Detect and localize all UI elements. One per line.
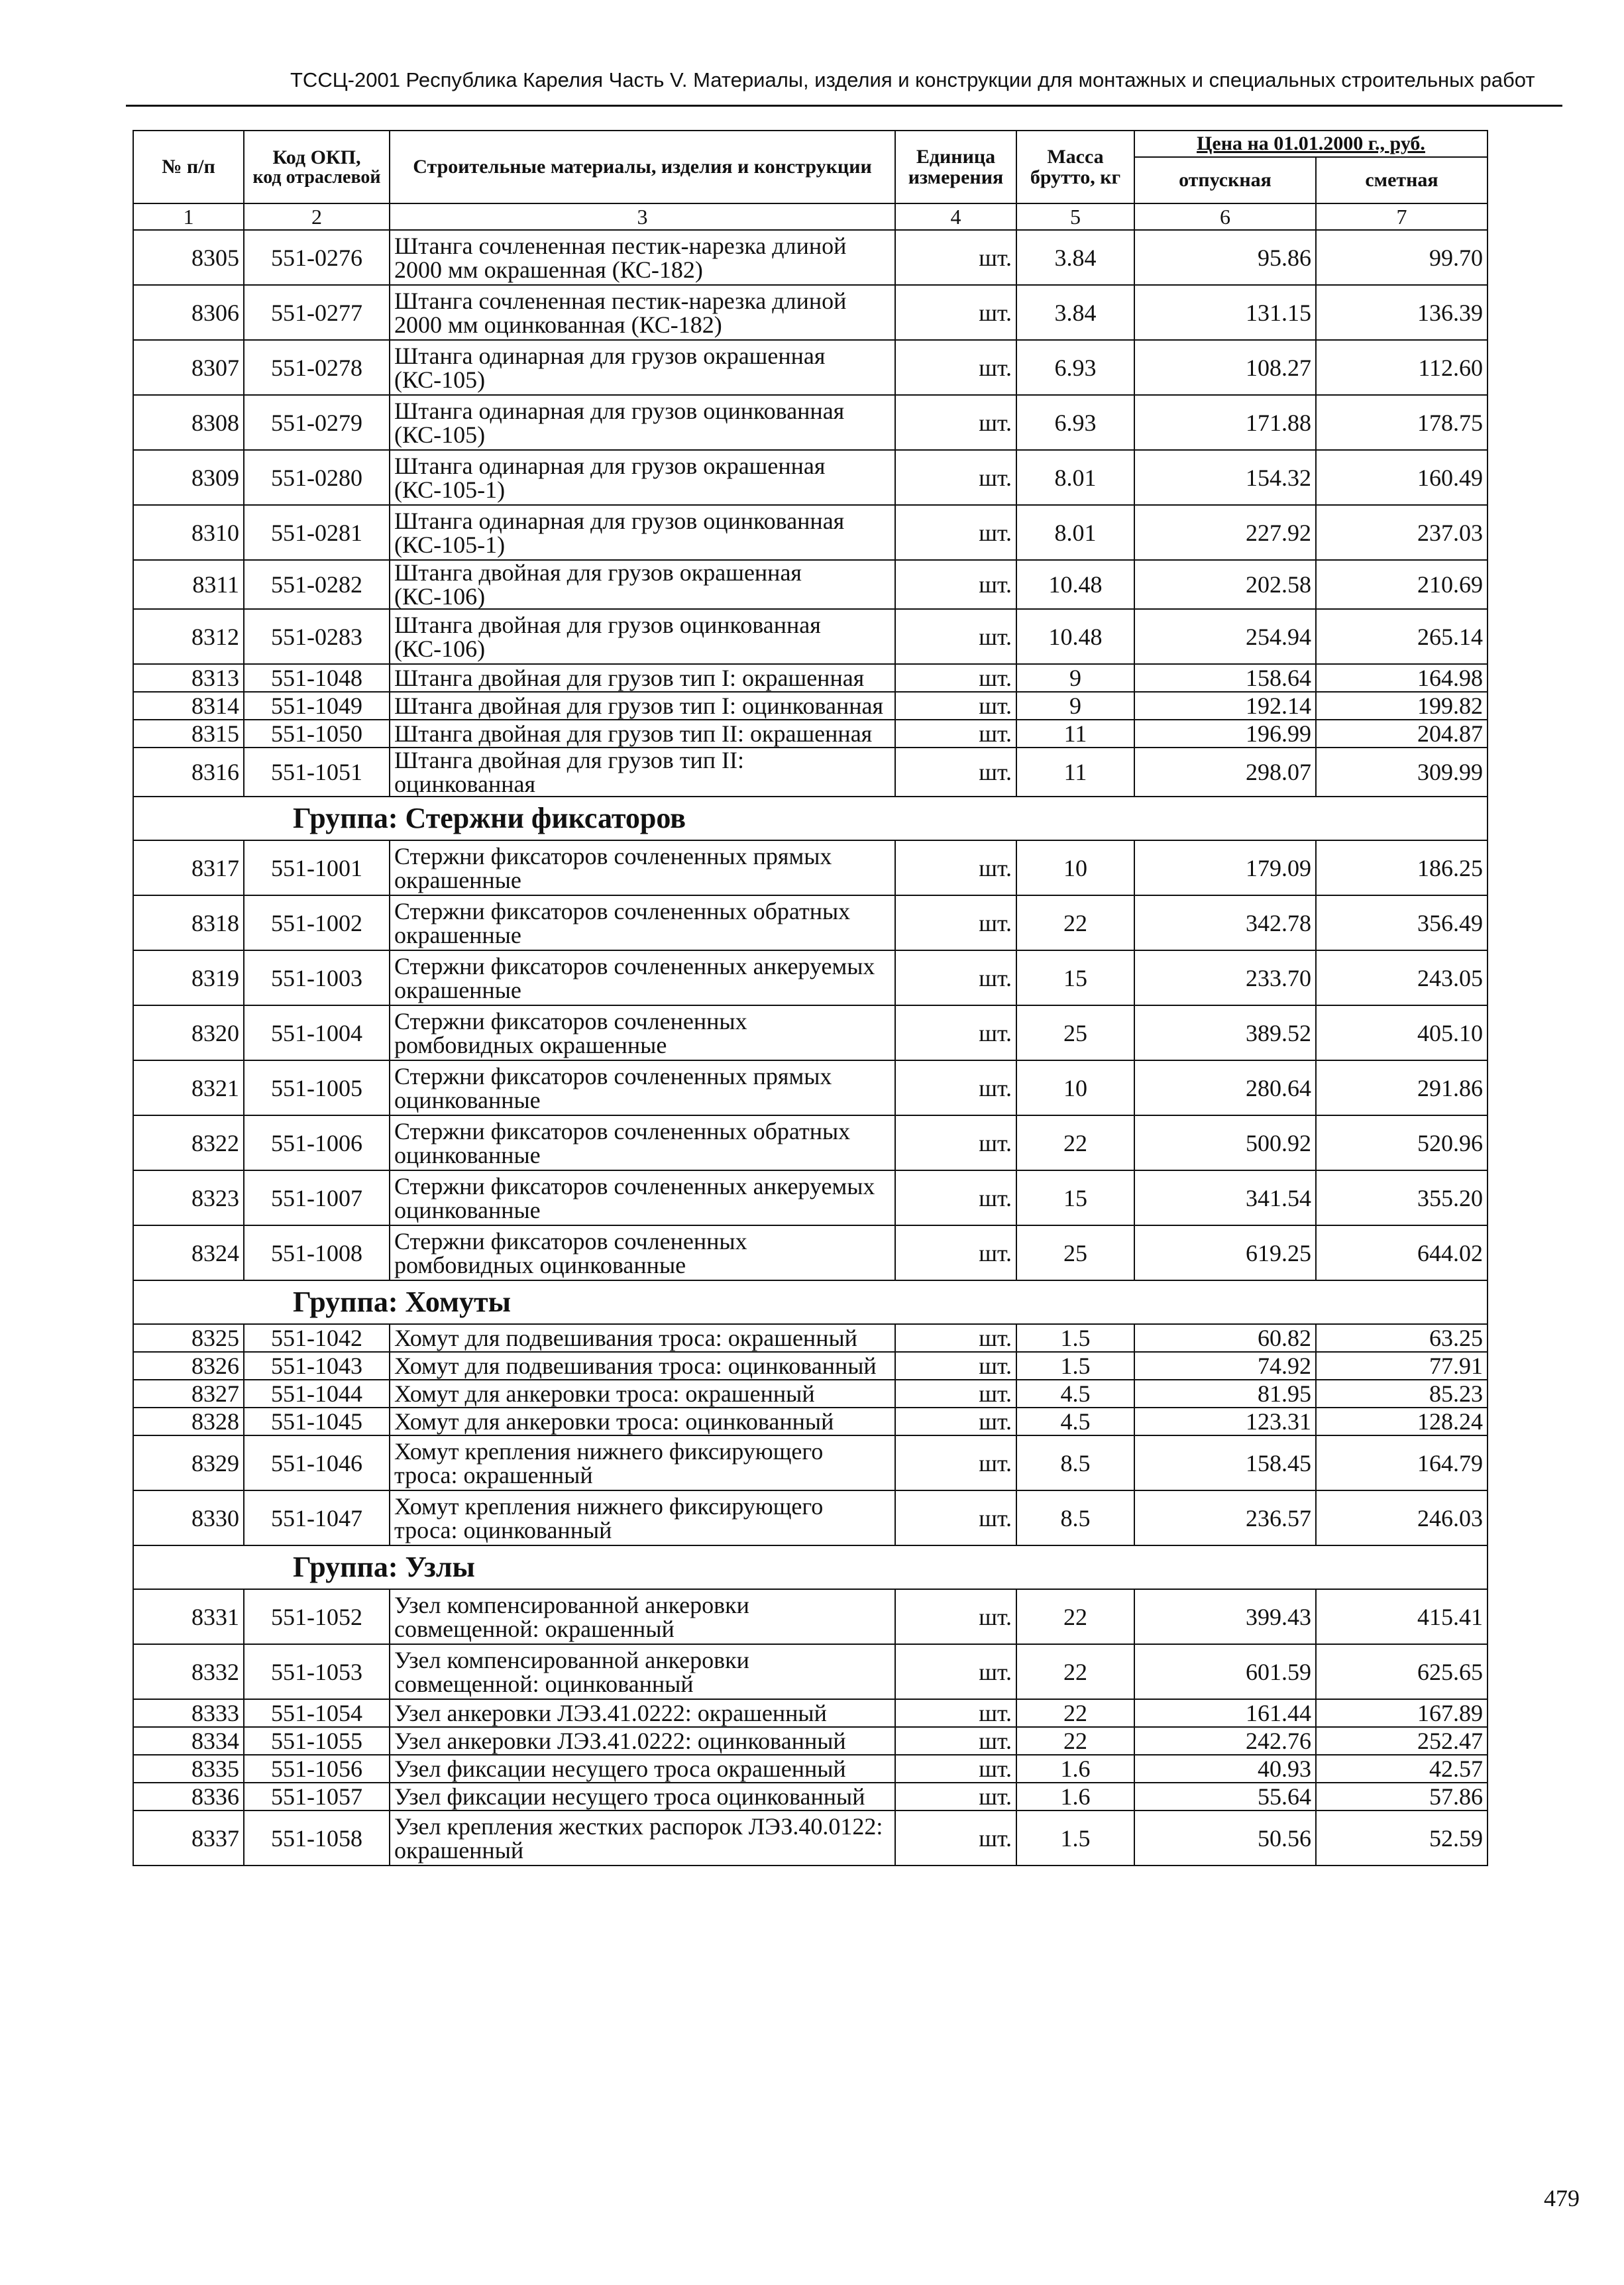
table-row xyxy=(133,692,1488,720)
row-unit: шт. xyxy=(895,1352,1016,1380)
row-code: 551-1045 xyxy=(244,1408,390,1435)
column-index: 3 xyxy=(390,203,895,230)
row-mass: 3.84 xyxy=(1016,230,1134,285)
table-row xyxy=(133,1811,1488,1866)
row-price-estimate: 112.60 xyxy=(1316,340,1488,395)
row-mass: 1.6 xyxy=(1016,1755,1134,1783)
row-unit: шт. xyxy=(895,395,1016,450)
row-mass: 25 xyxy=(1016,1225,1134,1280)
row-price-release: 158.64 xyxy=(1134,664,1316,692)
row-price-release: 60.82 xyxy=(1134,1324,1316,1352)
row-price-release: 280.64 xyxy=(1134,1060,1316,1115)
row-number: 8316 xyxy=(133,748,244,797)
row-price-release: 254.94 xyxy=(1134,609,1316,664)
row-number: 8317 xyxy=(133,840,244,895)
table-row xyxy=(133,1589,1488,1644)
group-title: Группа: Стержни фиксаторов xyxy=(133,797,1488,840)
table-row xyxy=(133,1115,1488,1170)
table-row xyxy=(133,1380,1488,1408)
row-number: 8308 xyxy=(133,395,244,450)
row-unit: шт. xyxy=(895,1170,1016,1225)
row-price-estimate: 204.87 xyxy=(1316,720,1488,748)
table-row xyxy=(133,1324,1488,1352)
row-name: Стержни фиксаторов сочлененных анкеруемых оцинкованные xyxy=(390,1170,895,1225)
row-price-estimate: 85.23 xyxy=(1316,1380,1488,1408)
row-number: 8327 xyxy=(133,1380,244,1408)
row-mass: 8.5 xyxy=(1016,1435,1134,1490)
row-mass: 6.93 xyxy=(1016,340,1134,395)
row-mass: 1.5 xyxy=(1016,1324,1134,1352)
row-code: 551-1004 xyxy=(244,1005,390,1060)
table-row xyxy=(133,1755,1488,1783)
row-name: Штанга двойная для грузов тип I: оцинкованная xyxy=(390,692,895,720)
row-unit: шт. xyxy=(895,895,1016,950)
row-mass: 10 xyxy=(1016,1060,1134,1115)
table-row xyxy=(133,285,1488,340)
row-name: Штанга двойная для грузов тип I: окрашенная xyxy=(390,664,895,692)
row-mass: 22 xyxy=(1016,1699,1134,1727)
row-price-release: 341.54 xyxy=(1134,1170,1316,1225)
row-name: Стержни фиксаторов сочлененных прямых оцинкованные xyxy=(390,1060,895,1115)
row-price-release: 179.09 xyxy=(1134,840,1316,895)
row-code: 551-1043 xyxy=(244,1352,390,1380)
row-code: 551-1002 xyxy=(244,895,390,950)
row-mass: 1.5 xyxy=(1016,1352,1134,1380)
row-price-estimate: 265.14 xyxy=(1316,609,1488,664)
table-row xyxy=(133,450,1488,505)
column-index: 4 xyxy=(895,203,1016,230)
row-unit: шт. xyxy=(895,285,1016,340)
table-row xyxy=(133,1699,1488,1727)
row-code: 551-0282 xyxy=(244,560,390,609)
row-number: 8325 xyxy=(133,1324,244,1352)
row-unit: шт. xyxy=(895,1380,1016,1408)
group-row xyxy=(133,1280,1488,1324)
row-price-release: 236.57 xyxy=(1134,1490,1316,1545)
row-price-release: 233.70 xyxy=(1134,950,1316,1005)
col-header-name: Строительные материалы, изделия и конструкции xyxy=(390,131,895,203)
row-number: 8335 xyxy=(133,1755,244,1783)
row-price-release: 158.45 xyxy=(1134,1435,1316,1490)
row-price-release: 619.25 xyxy=(1134,1225,1316,1280)
table-row xyxy=(133,895,1488,950)
row-mass: 22 xyxy=(1016,1589,1134,1644)
price-table xyxy=(133,130,1488,1866)
row-unit: шт. xyxy=(895,748,1016,797)
header-rule xyxy=(126,105,1562,107)
column-index: 6 xyxy=(1134,203,1316,230)
row-unit: шт. xyxy=(895,340,1016,395)
row-name: Хомут для подвешивания троса: окрашенный xyxy=(390,1324,895,1352)
row-name: Хомут крепления нижнего фиксирующего троса: оцинкованный xyxy=(390,1490,895,1545)
row-mass: 9 xyxy=(1016,692,1134,720)
row-price-release: 500.92 xyxy=(1134,1115,1316,1170)
row-unit: шт. xyxy=(895,1699,1016,1727)
row-unit: шт. xyxy=(895,664,1016,692)
row-price-estimate: 356.49 xyxy=(1316,895,1488,950)
row-price-release: 342.78 xyxy=(1134,895,1316,950)
row-mass: 3.84 xyxy=(1016,285,1134,340)
row-mass: 6.93 xyxy=(1016,395,1134,450)
column-index: 1 xyxy=(133,203,244,230)
row-number: 8331 xyxy=(133,1589,244,1644)
row-name: Штанга сочлененная пестик-нарезка длиной 2000 мм окрашенная (КС-182) xyxy=(390,230,895,285)
row-price-estimate: 199.82 xyxy=(1316,692,1488,720)
row-code: 551-1042 xyxy=(244,1324,390,1352)
row-unit: шт. xyxy=(895,692,1016,720)
table-body xyxy=(133,203,1488,1866)
row-unit: шт. xyxy=(895,609,1016,664)
row-price-estimate: 99.70 xyxy=(1316,230,1488,285)
table-row xyxy=(133,1225,1488,1280)
row-code: 551-1046 xyxy=(244,1435,390,1490)
row-mass: 22 xyxy=(1016,1115,1134,1170)
row-price-release: 601.59 xyxy=(1134,1644,1316,1699)
row-mass: 11 xyxy=(1016,720,1134,748)
row-price-release: 389.52 xyxy=(1134,1005,1316,1060)
row-number: 8329 xyxy=(133,1435,244,1490)
row-number: 8312 xyxy=(133,609,244,664)
row-name: Стержни фиксаторов сочлененных прямых окрашенные xyxy=(390,840,895,895)
row-number: 8310 xyxy=(133,505,244,560)
row-code: 551-0281 xyxy=(244,505,390,560)
row-mass: 10.48 xyxy=(1016,609,1134,664)
row-price-release: 50.56 xyxy=(1134,1811,1316,1866)
row-name: Узел фиксации несущего троса оцинкованный xyxy=(390,1783,895,1811)
row-code: 551-0278 xyxy=(244,340,390,395)
row-code: 551-1003 xyxy=(244,950,390,1005)
row-code: 551-0277 xyxy=(244,285,390,340)
row-name: Штанга сочлененная пестик-нарезка длиной 2000 мм оцинкованная (КС-182) xyxy=(390,285,895,340)
row-code: 551-1008 xyxy=(244,1225,390,1280)
row-name: Стержни фиксаторов сочлененных обратных оцинкованные xyxy=(390,1115,895,1170)
row-price-release: 196.99 xyxy=(1134,720,1316,748)
row-name: Хомут для подвешивания троса: оцинкованный xyxy=(390,1352,895,1380)
table-row xyxy=(133,1408,1488,1435)
row-unit: шт. xyxy=(895,1005,1016,1060)
row-number: 8323 xyxy=(133,1170,244,1225)
row-name: Узел компенсированной анкеровки совмещенной: окрашенный xyxy=(390,1589,895,1644)
row-price-release: 74.92 xyxy=(1134,1352,1316,1380)
column-index: 2 xyxy=(244,203,390,230)
row-price-estimate: 178.75 xyxy=(1316,395,1488,450)
row-price-estimate: 160.49 xyxy=(1316,450,1488,505)
row-price-estimate: 246.03 xyxy=(1316,1490,1488,1545)
col-header-unit: Единица измерения xyxy=(895,131,1016,203)
row-name: Хомут для анкеровки троса: окрашенный xyxy=(390,1380,895,1408)
row-price-release: 298.07 xyxy=(1134,748,1316,797)
table-row xyxy=(133,950,1488,1005)
row-mass: 8.01 xyxy=(1016,450,1134,505)
row-unit: шт. xyxy=(895,1811,1016,1866)
row-unit: шт. xyxy=(895,1324,1016,1352)
row-code: 551-1051 xyxy=(244,748,390,797)
row-code: 551-1054 xyxy=(244,1699,390,1727)
row-unit: шт. xyxy=(895,1435,1016,1490)
col-header-price-estimate: сметная xyxy=(1316,157,1488,203)
row-price-estimate: 405.10 xyxy=(1316,1005,1488,1060)
row-number: 8333 xyxy=(133,1699,244,1727)
row-price-estimate: 128.24 xyxy=(1316,1408,1488,1435)
row-code: 551-1001 xyxy=(244,840,390,895)
row-price-release: 154.32 xyxy=(1134,450,1316,505)
row-price-estimate: 52.59 xyxy=(1316,1811,1488,1866)
row-number: 8306 xyxy=(133,285,244,340)
row-number: 8336 xyxy=(133,1783,244,1811)
row-price-release: 227.92 xyxy=(1134,505,1316,560)
row-mass: 1.6 xyxy=(1016,1783,1134,1811)
row-price-estimate: 291.86 xyxy=(1316,1060,1488,1115)
row-mass: 8.5 xyxy=(1016,1490,1134,1545)
row-code: 551-1044 xyxy=(244,1380,390,1408)
row-mass: 22 xyxy=(1016,1644,1134,1699)
row-unit: шт. xyxy=(895,1060,1016,1115)
row-price-estimate: 210.69 xyxy=(1316,560,1488,609)
row-name: Стержни фиксаторов сочлененных ромбовидных оцинкованные xyxy=(390,1225,895,1280)
col-header-mass: Масса брутто, кг xyxy=(1016,131,1134,203)
row-mass: 4.5 xyxy=(1016,1380,1134,1408)
row-name: Узел фиксации несущего троса окрашенный xyxy=(390,1755,895,1783)
row-price-release: 192.14 xyxy=(1134,692,1316,720)
row-mass: 22 xyxy=(1016,1727,1134,1755)
row-price-release: 95.86 xyxy=(1134,230,1316,285)
row-name: Стержни фиксаторов сочлененных анкеруемых окрашенные xyxy=(390,950,895,1005)
row-number: 8332 xyxy=(133,1644,244,1699)
row-mass: 25 xyxy=(1016,1005,1134,1060)
row-price-release: 108.27 xyxy=(1134,340,1316,395)
row-unit: шт. xyxy=(895,230,1016,285)
row-mass: 4.5 xyxy=(1016,1408,1134,1435)
row-number: 8311 xyxy=(133,560,244,609)
row-code: 551-1053 xyxy=(244,1644,390,1699)
row-price-estimate: 309.99 xyxy=(1316,748,1488,797)
table-row xyxy=(133,1435,1488,1490)
row-number: 8326 xyxy=(133,1352,244,1380)
row-price-release: 55.64 xyxy=(1134,1783,1316,1811)
row-unit: шт. xyxy=(895,505,1016,560)
row-name: Узел анкеровки ЛЭЗ.41.0222: оцинкованный xyxy=(390,1727,895,1755)
row-name: Штанга двойная для грузов окрашенная (КС-106) xyxy=(390,560,895,609)
row-code: 551-1005 xyxy=(244,1060,390,1115)
row-unit: шт. xyxy=(895,1115,1016,1170)
row-number: 8334 xyxy=(133,1727,244,1755)
row-price-release: 123.31 xyxy=(1134,1408,1316,1435)
row-code: 551-1058 xyxy=(244,1811,390,1866)
column-index-row xyxy=(133,203,1488,230)
table-row xyxy=(133,1490,1488,1545)
row-name: Штанга одинарная для грузов окрашенная (КС-105) xyxy=(390,340,895,395)
row-name: Хомут крепления нижнего фиксирующего троса: окрашенный xyxy=(390,1435,895,1490)
row-name: Узел компенсированной анкеровки совмещенной: оцинкованный xyxy=(390,1644,895,1699)
row-price-release: 161.44 xyxy=(1134,1699,1316,1727)
row-number: 8321 xyxy=(133,1060,244,1115)
row-code: 551-1049 xyxy=(244,692,390,720)
row-code: 551-1055 xyxy=(244,1727,390,1755)
row-price-estimate: 164.98 xyxy=(1316,664,1488,692)
row-price-estimate: 355.20 xyxy=(1316,1170,1488,1225)
row-number: 8337 xyxy=(133,1811,244,1866)
table-row xyxy=(133,395,1488,450)
table-row xyxy=(133,1005,1488,1060)
row-price-release: 202.58 xyxy=(1134,560,1316,609)
row-number: 8318 xyxy=(133,895,244,950)
row-code: 551-0283 xyxy=(244,609,390,664)
table-row xyxy=(133,230,1488,285)
col-header-code-okp: Код ОКП, xyxy=(272,146,361,168)
row-number: 8314 xyxy=(133,692,244,720)
group-title: Группа: Хомуты xyxy=(133,1280,1488,1324)
row-price-estimate: 415.41 xyxy=(1316,1589,1488,1644)
row-code: 551-1057 xyxy=(244,1783,390,1811)
row-code: 551-1047 xyxy=(244,1490,390,1545)
row-number: 8305 xyxy=(133,230,244,285)
row-price-release: 81.95 xyxy=(1134,1380,1316,1408)
table-row xyxy=(133,720,1488,748)
row-name: Штанга двойная для грузов оцинкованная (КС-106) xyxy=(390,609,895,664)
table-row xyxy=(133,560,1488,609)
row-number: 8322 xyxy=(133,1115,244,1170)
row-number: 8324 xyxy=(133,1225,244,1280)
row-code: 551-1052 xyxy=(244,1589,390,1644)
row-price-estimate: 77.91 xyxy=(1316,1352,1488,1380)
row-price-estimate: 243.05 xyxy=(1316,950,1488,1005)
col-header-price-release: отпускная xyxy=(1134,157,1316,203)
row-unit: шт. xyxy=(895,1783,1016,1811)
row-price-estimate: 57.86 xyxy=(1316,1783,1488,1811)
row-number: 8320 xyxy=(133,1005,244,1060)
col-header-code xyxy=(244,131,390,203)
row-name: Стержни фиксаторов сочлененных ромбовидных окрашенные xyxy=(390,1005,895,1060)
table-row xyxy=(133,840,1488,895)
row-number: 8330 xyxy=(133,1490,244,1545)
row-name: Штанга одинарная для грузов окрашенная (КС-105-1) xyxy=(390,450,895,505)
row-price-release: 131.15 xyxy=(1134,285,1316,340)
row-unit: шт. xyxy=(895,560,1016,609)
row-mass: 10 xyxy=(1016,840,1134,895)
row-price-release: 242.76 xyxy=(1134,1727,1316,1755)
row-name: Узел крепления жестких распорок ЛЭЗ.40.0122: окрашенный xyxy=(390,1811,895,1866)
row-price-estimate: 164.79 xyxy=(1316,1435,1488,1490)
row-code: 551-0276 xyxy=(244,230,390,285)
row-unit: шт. xyxy=(895,720,1016,748)
row-unit: шт. xyxy=(895,1755,1016,1783)
table-row xyxy=(133,1060,1488,1115)
row-unit: шт. xyxy=(895,840,1016,895)
row-price-estimate: 186.25 xyxy=(1316,840,1488,895)
page-header: ТССЦ-2001 Республика Карелия Часть V. Материалы, изделия и конструкции для монтажных и специальных строительных работ xyxy=(290,68,1535,91)
table-row xyxy=(133,609,1488,664)
row-price-estimate: 167.89 xyxy=(1316,1699,1488,1727)
row-name: Стержни фиксаторов сочлененных обратных окрашенные xyxy=(390,895,895,950)
row-code: 551-1007 xyxy=(244,1170,390,1225)
group-row xyxy=(133,1545,1488,1589)
row-price-estimate: 520.96 xyxy=(1316,1115,1488,1170)
row-number: 8319 xyxy=(133,950,244,1005)
row-price-estimate: 625.65 xyxy=(1316,1644,1488,1699)
row-name: Штанга одинарная для грузов оцинкованная (КС-105) xyxy=(390,395,895,450)
row-number: 8328 xyxy=(133,1408,244,1435)
row-price-release: 40.93 xyxy=(1134,1755,1316,1783)
row-name: Узел анкеровки ЛЭЗ.41.0222: окрашенный xyxy=(390,1699,895,1727)
row-mass: 9 xyxy=(1016,664,1134,692)
row-number: 8313 xyxy=(133,664,244,692)
row-name: Хомут для анкеровки троса: оцинкованный xyxy=(390,1408,895,1435)
table-row xyxy=(133,1783,1488,1811)
row-number: 8309 xyxy=(133,450,244,505)
row-mass: 1.5 xyxy=(1016,1811,1134,1866)
row-number: 8315 xyxy=(133,720,244,748)
row-price-release: 171.88 xyxy=(1134,395,1316,450)
row-name: Штанга двойная для грузов тип II: окрашенная xyxy=(390,720,895,748)
col-header-num: № п/п xyxy=(133,131,244,203)
row-unit: шт. xyxy=(895,1589,1016,1644)
column-index: 5 xyxy=(1016,203,1134,230)
row-code: 551-1048 xyxy=(244,664,390,692)
row-code: 551-1006 xyxy=(244,1115,390,1170)
row-price-estimate: 252.47 xyxy=(1316,1727,1488,1755)
row-mass: 15 xyxy=(1016,950,1134,1005)
row-mass: 10.48 xyxy=(1016,560,1134,609)
row-price-estimate: 644.02 xyxy=(1316,1225,1488,1280)
row-price-estimate: 237.03 xyxy=(1316,505,1488,560)
page-number: 479 xyxy=(1544,2185,1580,2211)
row-name: Штанга двойная для грузов тип II: оцинкованная xyxy=(390,748,895,797)
row-unit: шт. xyxy=(895,950,1016,1005)
row-code: 551-0280 xyxy=(244,450,390,505)
col-header-code-branch: код отраслевой xyxy=(252,167,381,188)
row-unit: шт. xyxy=(895,1225,1016,1280)
row-price-estimate: 136.39 xyxy=(1316,285,1488,340)
row-price-estimate: 63.25 xyxy=(1316,1324,1488,1352)
row-price-release: 399.43 xyxy=(1134,1589,1316,1644)
row-unit: шт. xyxy=(895,1727,1016,1755)
row-number: 8307 xyxy=(133,340,244,395)
group-row xyxy=(133,797,1488,840)
table-row xyxy=(133,1170,1488,1225)
row-mass: 22 xyxy=(1016,895,1134,950)
row-unit: шт. xyxy=(895,1408,1016,1435)
table-row xyxy=(133,1644,1488,1699)
row-unit: шт. xyxy=(895,1644,1016,1699)
table-row xyxy=(133,664,1488,692)
table-row xyxy=(133,505,1488,560)
row-mass: 8.01 xyxy=(1016,505,1134,560)
row-price-estimate: 42.57 xyxy=(1316,1755,1488,1783)
col-header-price: Цена на 01.01.2000 г., руб. xyxy=(1134,131,1488,157)
row-code: 551-0279 xyxy=(244,395,390,450)
table-row xyxy=(133,1727,1488,1755)
column-index: 7 xyxy=(1316,203,1488,230)
group-title: Группа: Узлы xyxy=(133,1545,1488,1589)
table-row xyxy=(133,748,1488,797)
row-unit: шт. xyxy=(895,450,1016,505)
row-code: 551-1050 xyxy=(244,720,390,748)
row-mass: 11 xyxy=(1016,748,1134,797)
row-code: 551-1056 xyxy=(244,1755,390,1783)
row-name: Штанга одинарная для грузов оцинкованная (КС-105-1) xyxy=(390,505,895,560)
row-unit: шт. xyxy=(895,1490,1016,1545)
table-row xyxy=(133,340,1488,395)
row-mass: 15 xyxy=(1016,1170,1134,1225)
table-row xyxy=(133,1352,1488,1380)
